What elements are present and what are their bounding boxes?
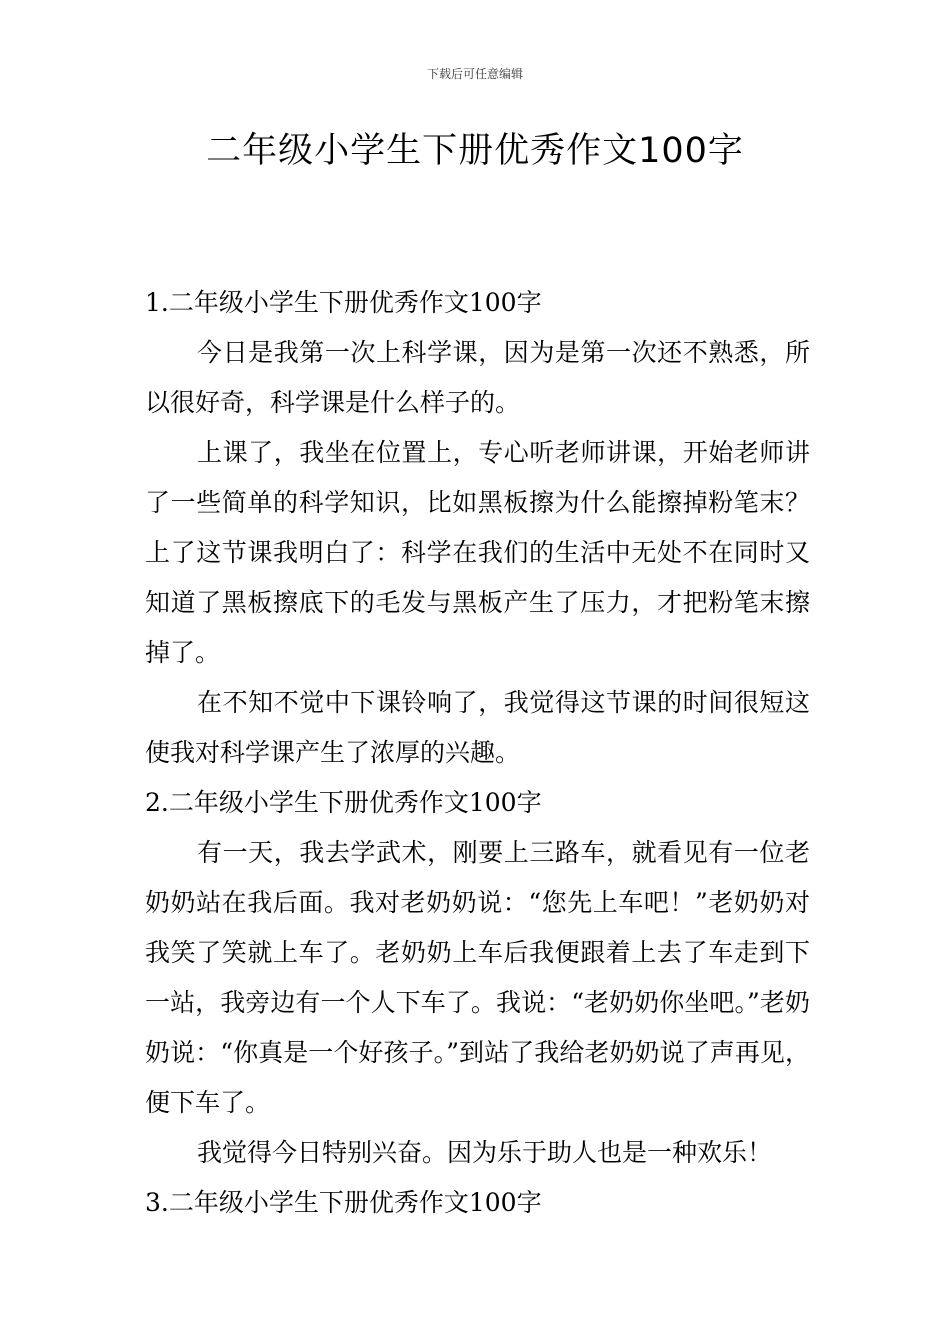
header-note: 下载后可任意编辑 <box>426 67 523 81</box>
essay-1-paragraph-2: 上课了，我坐在位置上，专心听老师讲课，开始老师讲了一些简单的科学知识，比如黑板擦为什么能擦掉粉笔末？上了这节课我明白了：科学在我们的生活中无处不在同时又知道了黑板擦底下的毛发与黑板产生了压力，才把粉笔末擦掉了。 <box>145 438 810 667</box>
essay-section-3 <box>145 1178 810 1228</box>
essay-1-paragraph-3: 在不知不觉中下课铃响了，我觉得这节课的时间很短这使我对科学课产生了浓厚的兴趣。 <box>145 688 810 767</box>
essay-2-paragraph-1: 有一天，我去学武术，刚要上三路车，就看见有一位老奶奶站在我后面。我对老奶奶说：“您先上车吧！”老奶奶对我笑了笑就上车了。老奶奶上车后我便跟着上去了车走到下一站，我旁边有一个人下车了。我说：“老奶奶你坐吧。”老奶奶说：“你真是一个好孩子。”到站了我给老奶奶说了声再见，便下车了。 <box>145 838 810 1117</box>
essay-1-paragraph-1: 今日是我第一次上科学课，因为是第一次还不熟悉，所以很好奇，科学课是什么样子的。 <box>145 338 810 417</box>
essay-heading-1: 1.二年级小学生下册优秀作文100字 <box>145 288 542 317</box>
essay-section-1 <box>145 278 810 778</box>
essay-2-paragraph-2: 我觉得今日特别兴奋。因为乐于助人也是一种欢乐！ <box>197 1138 773 1167</box>
document-body <box>145 278 810 1228</box>
essay-section-2 <box>145 778 810 1178</box>
essay-heading-3: 3.二年级小学生下册优秀作文100字 <box>145 1188 542 1217</box>
document-title: 二年级小学生下册优秀作文100字 <box>206 131 744 171</box>
essay-heading-2: 2.二年级小学生下册优秀作文100字 <box>145 788 542 817</box>
